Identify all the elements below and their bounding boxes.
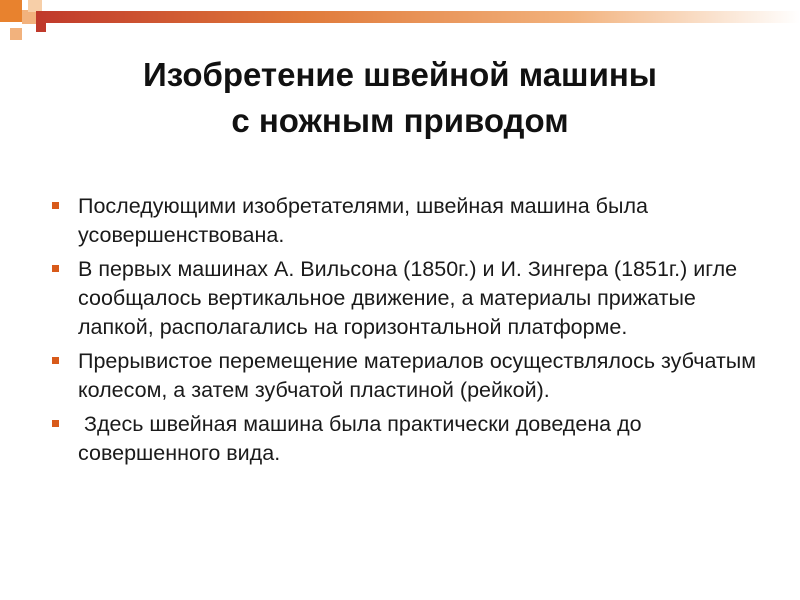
decor-square (36, 22, 46, 32)
bullet-square-icon (52, 202, 59, 209)
list-item (52, 410, 762, 468)
list-item-text: Последующими изобретателями, швейная машина была усовершенствована. (78, 194, 648, 247)
decor-square (0, 0, 22, 22)
decor-square (10, 28, 22, 40)
list-item (52, 347, 762, 405)
bullet-list (52, 192, 762, 473)
title-line-1: Изобретение швейной машины (143, 56, 657, 93)
list-item (52, 192, 762, 250)
decor-square (22, 10, 36, 24)
list-item-text: В первых машинах А. Вильсона (1850г.) и И. Зингера (1851г.) игле сообщалось вертикальное движение, а материалы прижатые лапкой, располагались на горизонтальной платформе. (78, 257, 738, 339)
list-item (52, 255, 762, 342)
bullet-square-icon (52, 265, 59, 272)
top-gradient-bar (36, 11, 800, 23)
slide-title (0, 52, 800, 144)
bullet-square-icon (52, 357, 59, 364)
list-item-text: Здесь швейная машина была практически доведена до совершенного вида. (78, 412, 648, 465)
list-item-text: Прерывистое перемещение материалов осуществлялось зубчатым колесом, а затем зубчатой пластиной (рейкой). (78, 349, 757, 402)
bullet-square-icon (52, 420, 59, 427)
title-line-2: с ножным приводом (231, 102, 569, 139)
